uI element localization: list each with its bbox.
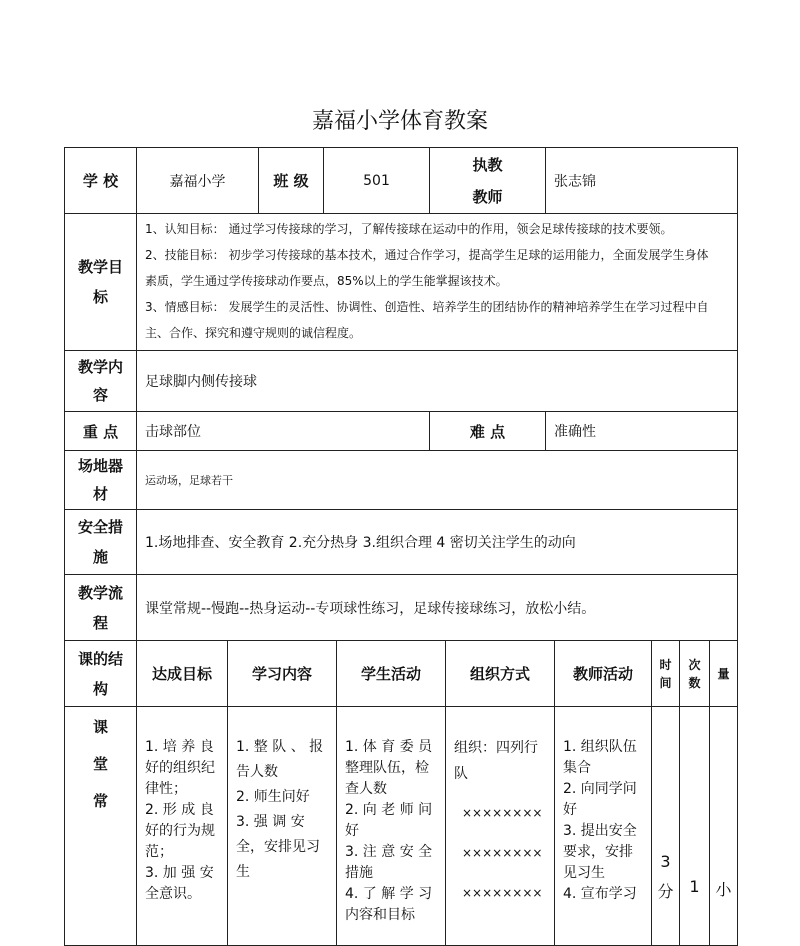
routine-teacher-line: 3. 提出安全 xyxy=(563,823,637,839)
flow-label xyxy=(64,574,137,641)
goals-text xyxy=(136,213,738,351)
col-count-line2: 数 xyxy=(688,675,701,690)
routine-time-value: 3 xyxy=(660,852,671,871)
goals-line-1: 1、认知目标： 通过学习传接球的学习，了解传接球在运动中的作用，领会足球传接球的技术要领。 xyxy=(145,222,673,236)
safety-label xyxy=(64,509,137,575)
routine-amount-value: 小 xyxy=(715,880,732,899)
routine-goal-line: 律性； xyxy=(145,781,187,797)
routine-time-unit: 分 xyxy=(657,882,674,901)
routine-student-line: 整理队伍，检 xyxy=(345,760,429,776)
key-value: 击球部位 xyxy=(136,411,430,451)
routine-teacher-line: 2. 向同学问 xyxy=(563,781,637,797)
venue-value: 运动场，足球若干 xyxy=(136,450,738,510)
routine-goal-line: 2. 形 成 良 xyxy=(145,802,214,818)
routine-content-line: 2. 师生问好 xyxy=(236,789,310,805)
structure-label xyxy=(64,640,137,707)
col-amount-header: 量 xyxy=(709,640,738,707)
routine-label-char-1: 课 xyxy=(92,718,108,736)
col-student-header: 学生活动 xyxy=(336,640,446,707)
goals-line-5: 主、合作、探究和遵守规则的诚信程度。 xyxy=(145,326,362,340)
routine-teacher-line: 好 xyxy=(563,802,577,818)
goals-label-line1: 教学目 xyxy=(77,258,123,276)
routine-time-cell xyxy=(651,706,680,946)
routine-student-line: 查人数 xyxy=(345,781,387,797)
content-value: 足球脚内侧传接球 xyxy=(136,350,738,412)
routine-teacher-line: 1. 组织队伍 xyxy=(563,739,637,755)
routine-content-line: 全，安排见习 xyxy=(236,839,320,855)
safety-value: 1.场地排查、安全教育 2.充分热身 3.组织合理 4 密切关注学生的动向 xyxy=(136,509,738,575)
key-label: 重 点 xyxy=(64,411,137,451)
safety-label-line2: 施 xyxy=(92,548,108,566)
routine-label xyxy=(64,706,137,946)
routine-label-char-2: 堂 xyxy=(92,755,108,773)
routine-org-line: 组织：四列行 xyxy=(454,740,538,756)
goals-line-4: 3、情感目标： 发展学生的灵活性、协调性、创造性、培养学生的团结协作的精神培养学生在学习过程中自 xyxy=(145,300,709,314)
routine-content-line: 告人数 xyxy=(236,764,278,780)
teacher-value: 张志锦 xyxy=(545,147,738,214)
safety-label-line1: 安全措 xyxy=(77,518,123,536)
col-content-header: 学习内容 xyxy=(227,640,337,707)
routine-teacher-line: 见习生 xyxy=(563,865,605,881)
class-value: 501 xyxy=(323,147,430,214)
routine-content-line: 生 xyxy=(236,864,250,880)
structure-label-line2: 构 xyxy=(92,679,108,698)
routine-goal-line: 好的行为规 xyxy=(145,823,215,839)
routine-student-line: 好 xyxy=(345,823,359,839)
routine-teacher-line: 4. 宣布学习 xyxy=(563,886,637,902)
teacher-label xyxy=(429,147,546,214)
routine-org-cell xyxy=(445,706,555,946)
routine-amount-cell xyxy=(709,706,738,946)
routine-student-line: 3. 注 意 安 全 xyxy=(345,844,433,860)
routine-org-line: 队 xyxy=(454,766,468,782)
goals-line-2: 2、技能目标： 初步学习传接球的基本技术，通过合作学习，提高学生足球的运用能力，全面发展学生身体 xyxy=(145,248,709,262)
routine-count-value: 1 xyxy=(689,877,700,896)
school-value: 嘉福小学 xyxy=(136,147,259,214)
flow-label-line1: 教学流 xyxy=(77,583,123,602)
routine-student-cell xyxy=(336,706,446,946)
col-count-header xyxy=(679,640,710,707)
class-label: 班 级 xyxy=(258,147,324,214)
col-time-line1: 时 xyxy=(659,657,672,672)
routine-student-line: 措施 xyxy=(345,865,373,881)
routine-student-line: 1. 体 育 委 员 xyxy=(345,739,433,755)
content-label-line1: 教学内 xyxy=(77,358,123,376)
difficulty-label: 难 点 xyxy=(429,411,546,451)
venue-label-line1: 场地器 xyxy=(77,457,123,475)
teacher-label-line1: 执教 xyxy=(472,155,503,174)
col-teacher-header: 教师活动 xyxy=(554,640,652,707)
structure-label-line1: 课的结 xyxy=(77,649,123,668)
routine-org-formation-row: ×××××××× xyxy=(462,806,543,820)
routine-count-cell xyxy=(679,706,710,946)
col-count-line1: 次 xyxy=(688,657,701,672)
routine-org-formation-row: ×××××××× xyxy=(462,846,543,860)
routine-goal-line: 3. 加 强 安 xyxy=(145,865,214,881)
routine-teacher-cell xyxy=(554,706,652,946)
venue-label xyxy=(64,450,137,510)
routine-label-char-3: 常 xyxy=(92,792,108,810)
routine-teacher-line: 集合 xyxy=(563,760,591,776)
routine-teacher-line: 要求，安排 xyxy=(563,844,633,860)
col-time-header xyxy=(651,640,680,707)
routine-goal-line: 全意识。 xyxy=(145,886,201,902)
flow-value: 课堂常规--慢跑--热身运动--专项球性练习，足球传接球练习，放松小结。 xyxy=(136,574,738,641)
routine-student-line: 内容和目标 xyxy=(345,907,415,923)
routine-goal-line: 好的组织纪 xyxy=(145,760,215,776)
teacher-label-line2: 教师 xyxy=(472,187,503,206)
goals-label-line2: 标 xyxy=(92,288,108,306)
col-time-line2: 间 xyxy=(659,675,672,690)
routine-org-formation-row: ×××××××× xyxy=(462,886,543,900)
routine-goal-line: 1. 培 养 良 xyxy=(145,739,214,755)
document-title: 嘉福小学体育教案 xyxy=(311,109,488,134)
routine-content-line: 1. 整 队 、 报 xyxy=(236,739,324,755)
lesson-plan-table xyxy=(64,147,738,927)
content-label xyxy=(64,350,137,412)
col-goal-header: 达成目标 xyxy=(136,640,228,707)
venue-label-line2: 材 xyxy=(92,485,108,503)
content-label-line2: 容 xyxy=(92,386,108,404)
difficulty-value: 准确性 xyxy=(545,411,738,451)
routine-goal-cell xyxy=(136,706,228,946)
flow-label-line2: 程 xyxy=(92,613,108,632)
routine-student-line: 4. 了 解 学 习 xyxy=(345,886,433,902)
goals-line-3: 素质，学生通过学传接球动作要点，85%以上的学生能掌握该技术。 xyxy=(145,274,508,288)
routine-content-line: 3. 强 调 安 xyxy=(236,814,305,830)
routine-student-line: 2. 向 老 师 问 xyxy=(345,802,433,818)
col-org-header: 组织方式 xyxy=(445,640,555,707)
routine-content-cell xyxy=(227,706,337,946)
routine-goal-line: 范； xyxy=(145,844,173,860)
school-label: 学 校 xyxy=(64,147,137,214)
goals-label xyxy=(64,213,137,351)
